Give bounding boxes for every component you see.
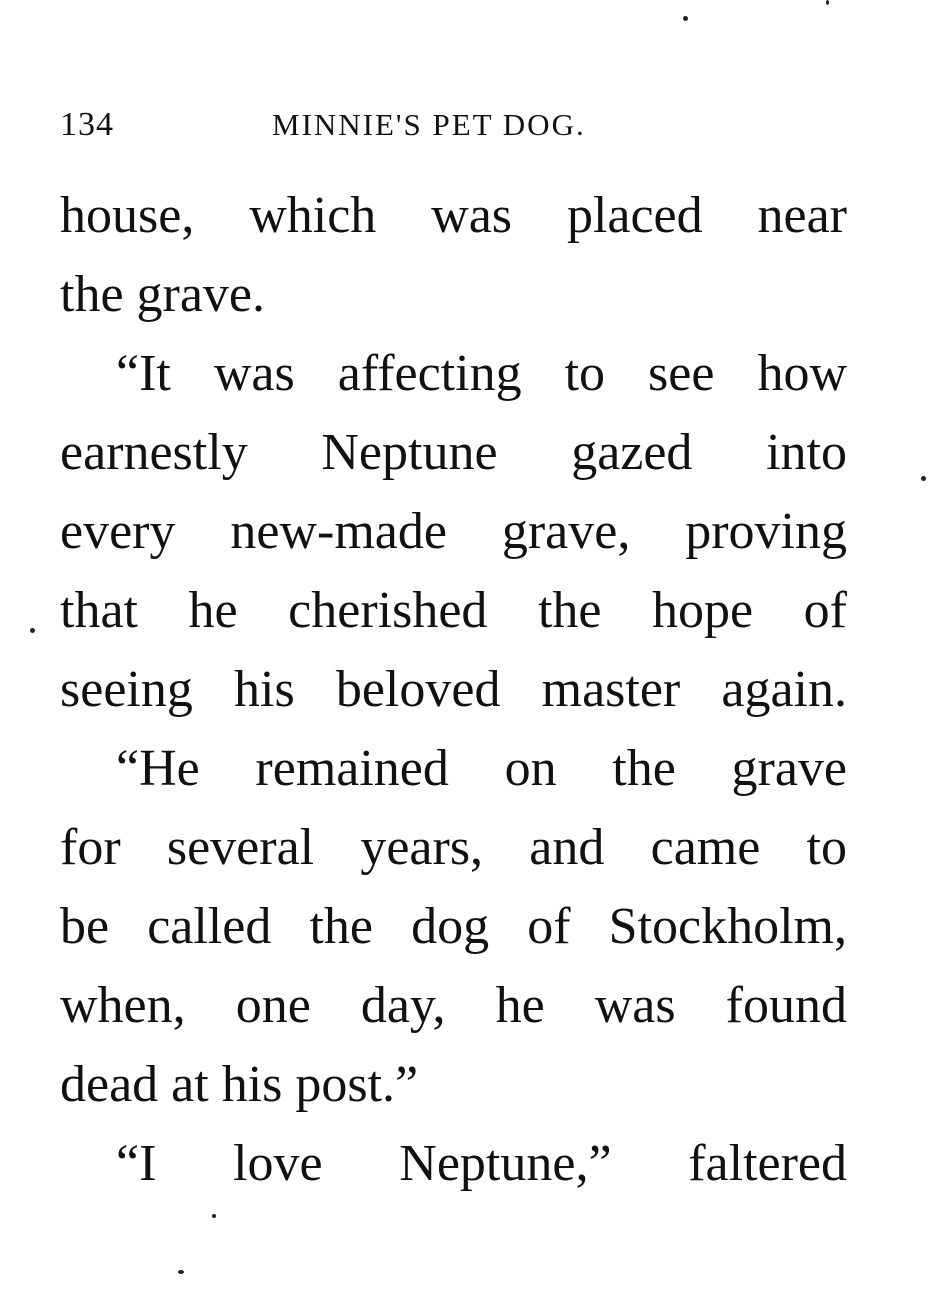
- text-line: “It was affecting to see how: [116, 345, 847, 402]
- text-line: house, which was placed near: [60, 187, 847, 244]
- text-line: “He remained on the grave: [116, 740, 847, 797]
- scan-speck: [921, 476, 926, 481]
- running-head: [60, 103, 850, 147]
- text-line: earnestly Neptune gazed into: [60, 424, 847, 481]
- text-line: be called the dog of Stockholm,: [60, 898, 847, 955]
- page-body: [60, 176, 847, 1203]
- text-line: “I love Neptune,” faltered: [116, 1135, 847, 1192]
- text-line: for several years, and came to: [60, 819, 847, 876]
- text-line: seeing his beloved master again.: [60, 661, 847, 718]
- page-number: 134: [60, 106, 114, 143]
- text-line: the grave.: [60, 266, 266, 323]
- scan-speck: [212, 1214, 216, 1218]
- text-line: every new-made grave, proving: [60, 503, 847, 560]
- text-line: dead at his post.”: [60, 1056, 419, 1113]
- scan-speck: [30, 628, 35, 633]
- text-line: when, one day, he was found: [60, 977, 847, 1034]
- scan-speck: [178, 1270, 184, 1274]
- scan-speck: [826, 0, 829, 5]
- scan-speck: [683, 16, 688, 21]
- running-title: MINNIE'S PET DOG.: [272, 107, 586, 142]
- text-line: that he cherished the hope of: [60, 582, 847, 639]
